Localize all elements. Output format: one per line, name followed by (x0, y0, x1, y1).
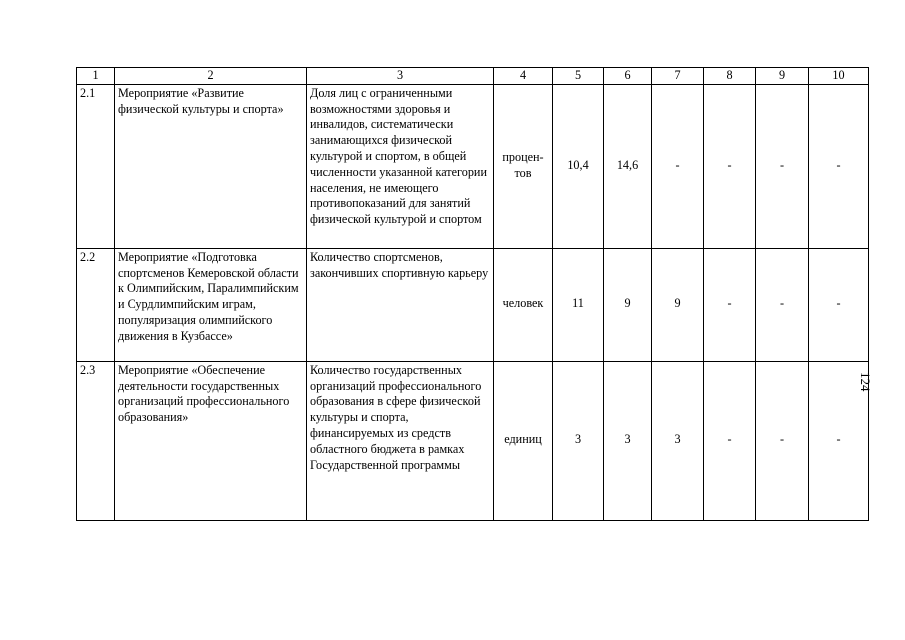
value-col-10: - (809, 248, 869, 361)
unit-cell: процен- тов (494, 84, 553, 248)
header-col-9: 9 (756, 68, 809, 85)
value-col-5: 10,4 (553, 84, 604, 248)
value-col-10: - (809, 84, 869, 248)
value-col-6: 3 (604, 361, 652, 520)
header-row (77, 68, 869, 85)
value-col-8: - (704, 361, 756, 520)
indicator-name: Доля лиц с ограниченными возможностями здоровья и инвалидов, систематически занимающихся физической культурой и спортом, в общей численности указанной категории населения, не имеющего противопоказаний для занятий физической культурой и спортом (307, 84, 494, 248)
header-col-4: 4 (494, 68, 553, 85)
header-col-3: 3 (307, 68, 494, 85)
value-col-10: - (809, 361, 869, 520)
header-col-7: 7 (652, 68, 704, 85)
row-number: 2.1 (77, 84, 115, 248)
table-row (77, 248, 869, 361)
page-number: 124 (858, 372, 873, 392)
value-col-8: - (704, 84, 756, 248)
unit-cell: человек (494, 248, 553, 361)
table-row (77, 84, 869, 248)
header-col-8: 8 (704, 68, 756, 85)
header-col-1: 1 (77, 68, 115, 85)
event-name: Мероприятие «Обеспечение деятельности государственных организаций профессионального образования» (115, 361, 307, 520)
indicator-name: Количество государственных организаций профессионального образования в сфере физической культуры и спорта, финансируемых из средств областного бюджета в рамках Государственной программы (307, 361, 494, 520)
header-col-10: 10 (809, 68, 869, 85)
value-col-8: - (704, 248, 756, 361)
indicators-table (76, 67, 869, 521)
value-col-7: 9 (652, 248, 704, 361)
value-col-5: 3 (553, 361, 604, 520)
row-number: 2.2 (77, 248, 115, 361)
value-col-6: 14,6 (604, 84, 652, 248)
value-col-9: - (756, 248, 809, 361)
event-name: Мероприятие «Подготовка спортсменов Кемеровской области к Олимпийским, Паралимпийским и Сурдлимпийским играм, популяризация олимпийского движения в Кузбассе» (115, 248, 307, 361)
value-col-6: 9 (604, 248, 652, 361)
table-row (77, 361, 869, 520)
unit-cell: единиц (494, 361, 553, 520)
value-col-7: - (652, 84, 704, 248)
value-col-7: 3 (652, 361, 704, 520)
header-col-2: 2 (115, 68, 307, 85)
header-col-5: 5 (553, 68, 604, 85)
row-number: 2.3 (77, 361, 115, 520)
value-col-9: - (756, 361, 809, 520)
value-col-9: - (756, 84, 809, 248)
indicator-name: Количество спортсменов, закончивших спортивную карьеру (307, 248, 494, 361)
header-col-6: 6 (604, 68, 652, 85)
value-col-5: 11 (553, 248, 604, 361)
event-name: Мероприятие «Развитие физической культуры и спорта» (115, 84, 307, 248)
